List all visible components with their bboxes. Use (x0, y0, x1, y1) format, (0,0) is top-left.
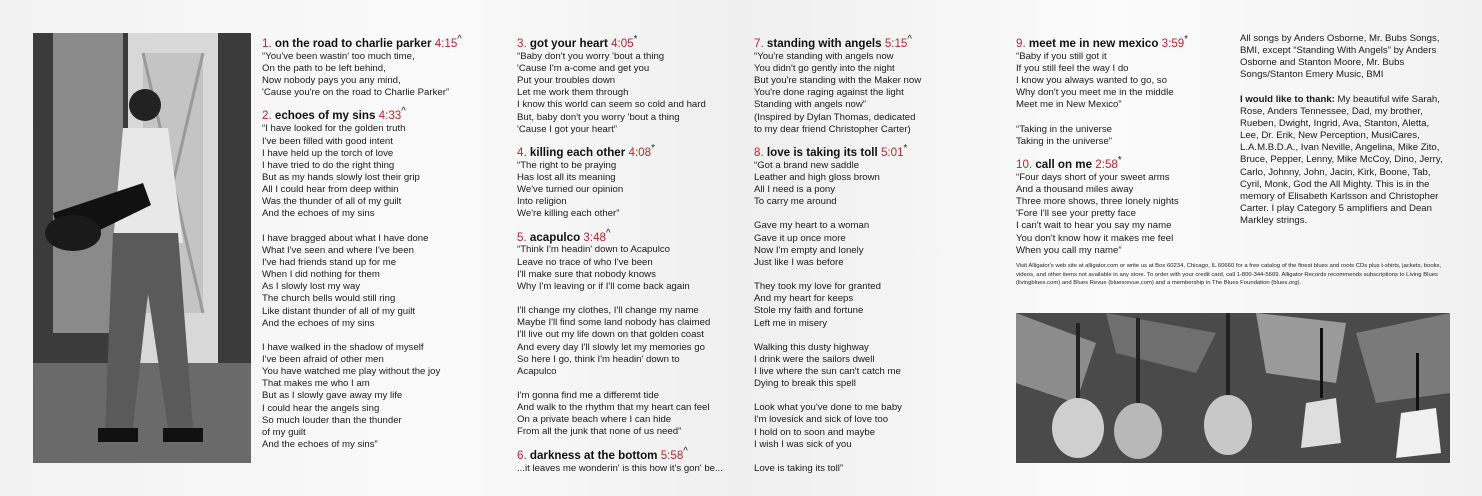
song-heading: 4. killing each other 4:08* (517, 142, 655, 159)
guitars-photo (1016, 313, 1450, 463)
lyrics-stanza: “You're standing with angels now You didn't go gently into the night But you're standing with the Maker now You're done raging against the light Standing with angels now” (Inspired by Dylan Thomas, dedicated to my dear friend Christopher Carter) (754, 50, 922, 135)
lyrics-stanza: I have bragged about what I have done What I've seen and where I've been I've had friends stand up for me When I did nothing for them As I slowly lost my way The church bells would still ring Like distant thunder of all of my guilt And the echoes of my sins (262, 232, 429, 329)
song-block (517, 142, 749, 221)
lyrics-column-3 (754, 33, 984, 481)
lyrics-stanza: I'll change my clothes, I'll change my name Maybe I'll find some land nobody has claimed I'll live out my life down on that golden coast And every day I'll slowly let my memories go So here I go, think I'm headin' down to Acapulco (517, 305, 711, 377)
lyrics-stanza: “Four days short of your sweet arms And a thousand miles away Three more shows, three lonely nights 'Fore I'll see your pretty face I can't wait to hear you say my name You don't know how it makes me feel When you call my name” (1016, 171, 1179, 256)
song-block (1016, 33, 1228, 148)
song-block (754, 142, 984, 475)
lyrics-column-1 (262, 33, 490, 457)
lyrics-stanza: Gave my heart to a woman Gave it up once more Now I'm empty and lonely Just like I was before (754, 220, 870, 268)
thanks-paragraph (1240, 94, 1450, 228)
lyrics-column-2 (517, 33, 749, 481)
song-heading: 2. echoes of my sins 4:33^ (262, 106, 406, 123)
song-block (1016, 154, 1228, 257)
thanks-heading: I would like to thank: (1240, 93, 1335, 105)
lyrics-stanza: “Got a brand new saddle Leather and high gloss brown All I need is a pony To carry me around (754, 159, 880, 208)
song-heading: 1. on the road to charlie parker 4:15^ (262, 34, 462, 50)
song-heading: 7. standing with angels 5:15^ (754, 34, 912, 50)
song-block (754, 33, 984, 136)
song-heading: 6. darkness at the bottom 5:58^ (517, 445, 688, 462)
song-heading: 3. got your heart 4:05* (517, 34, 638, 50)
lyrics-stanza: They took my love for granted And my heart for keeps Stole my faith and fortune Left me in misery (754, 281, 881, 329)
lyrics-stanza: I have walked in the shadow of myself I've been afraid of other men You have watched me play without the joy That makes me who I am But as I slowly gave away my life I could hear the angels sing So much louder than the thunder of my guilt And the echoes of my sins” (262, 341, 441, 451)
lyrics-stanza: Walking this dusty highway I drink were the sailors dwell I live where the sun can't catch me Dying to break this spell (754, 341, 901, 390)
song-block (262, 33, 490, 99)
song-block (262, 105, 490, 451)
lyrics-stanza: “You've been wastin' too much time, On the path to be left behind, Now nobody pays you any mind, 'Cause you're on the road to Charlie Parker” (262, 50, 450, 99)
song-heading: 8. love is taking its toll 5:01* (754, 142, 908, 159)
lyrics-stanza: “I have looked for the golden truth I've been filled with good intent I have held up the torch of love I have tried to do the right thing But as my hands slowly lost their grip All I could hear from deep within Was the thunder of all of my guilt And the echoes of my sins (262, 123, 420, 220)
lyrics-stanza: “Taking in the universe Taking in the universe” (1016, 123, 1112, 147)
songwriting-credits: All songs by Anders Osborne, Mr. Bubs Songs, BMI, except “Standing With Angels” by Anders Osborne and Stanton Moore, Mr. Bubs Songs/Stanton Emery Music, BMI (1240, 33, 1440, 81)
lyrics-stanza: I'm gonna find me a differemt tide And walk to the rhythm that my heart can feel On a private beach where I can hide From all the junk that none of us need” (517, 390, 710, 438)
song-block (517, 445, 749, 475)
lyrics-stanza: “Baby if you still got it If you still feel the way I do I know you always wanted to go, so Why don't you meet me in the middle Meet me in New Mexico” (1016, 50, 1174, 111)
label-info-text: Visit Alligator's web site at alligator.com or write us at Box 60234, Chicago, IL 60660 for a free catalog of the finest blues and roots CDs plus t-shirts, jackets, books, videos, and other items not available in any store. To order with your credit card, call 1-800-344-5609. Alligator Records recommends subscriptions to Living Blues (livingblues.com) and Blues Revue (bluesrevue.com) and a membership in The Blues Foundation (blues.org). (1016, 263, 1442, 287)
song-block (517, 227, 749, 439)
lyrics-stanza: Look what you've done to me baby I'm lovesick and sick of love too I hold on to soon and maybe I wish I was sick of you (754, 402, 902, 450)
lyrics-column-4 (1016, 33, 1228, 263)
lyrics-stanza: “Baby don't you worry 'bout a thing 'Cause I'm a-come and get you Put your troubles down Let me work them through I know this world can seem so cold and hard But, baby don't you worry 'bout a thing 'Cause I got your heart” (517, 50, 706, 135)
lyrics-stanza: “Think I'm headin' down to Acapulco Leave no trace of who I've been I'll make sure that nobody knows Why I'm leaving or if I'll come back again (517, 244, 690, 292)
song-block (517, 33, 749, 136)
lyrics-stanza: ...it leaves me wonderin' is this how it's gon' be... (517, 462, 723, 474)
credits-column (1240, 33, 1450, 239)
lyrics-stanza: “The right to be praying Has lost all its meaning We've turned our opinion Into religion We're killing each other” (517, 159, 624, 220)
lyrics-stanza: Love is taking its toll” (754, 462, 844, 474)
song-heading: 10. call on me 2:58* (1016, 154, 1122, 171)
thanks-text: My beautiful wife Sarah, Rose, Anders Tennessee, Dad, my brother, Rueben, Dwight, Ingrid, Ava, Stanton, Aletta, Lee, Dr. Erik, New Perception, MusiCares, L.A.M.B.D.A., Ivan Neville, Angelina, Mike Zito, Bruce, Pepper, Lenny, Mike McCoy, Dino, Jerry, Carlo, Johnny, John, Jacin, Kirk, Boone, Tab, Cyril, Monk, God the All Mighty. This is in the memory of Elisabeth Karlsson and Christopher Carter. I play Category 5 amplifiers and Dean Markley strings. (1240, 93, 1443, 227)
song-heading: 5. acapulco 3:48^ (517, 227, 611, 244)
song-heading: 9. meet me in new mexico 3:59* (1016, 34, 1188, 50)
guitarist-photo (33, 33, 251, 463)
